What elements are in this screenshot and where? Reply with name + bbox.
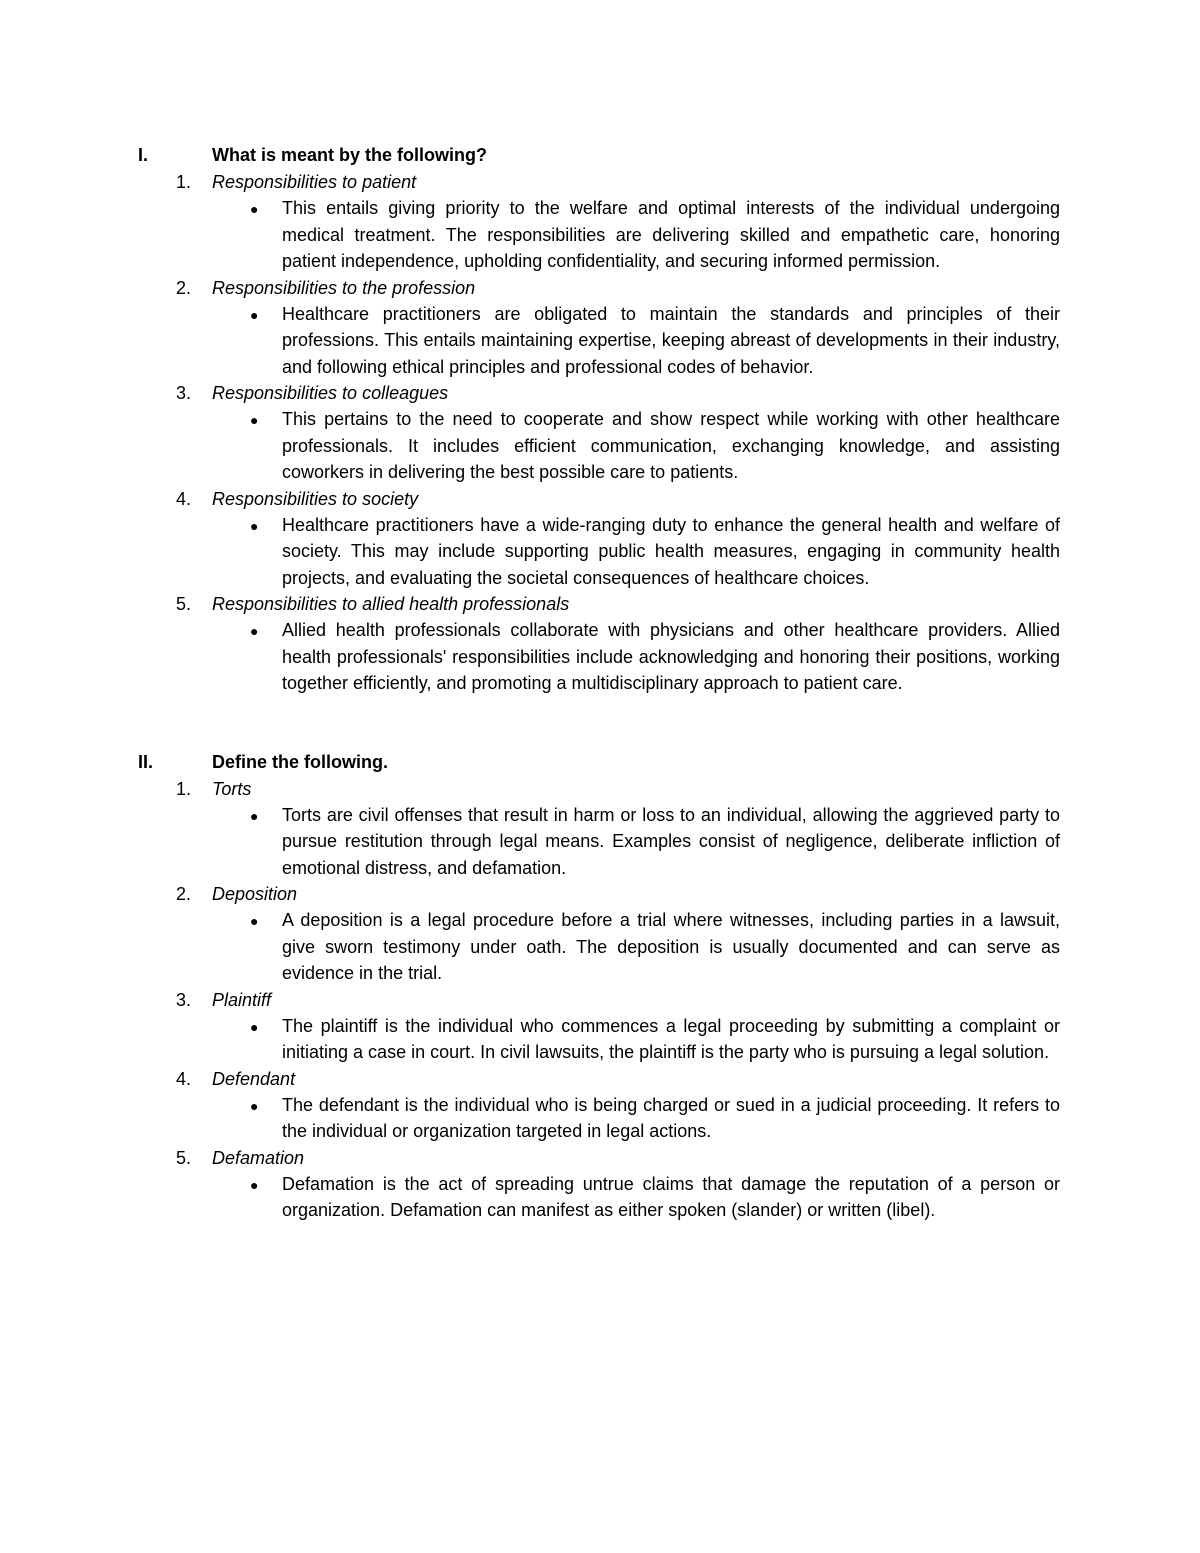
- item-definition: Healthcare practitioners are obligated to maintain the standards and principles of their professions. This entails maintaining expertise, keeping abreast of developments in their industry, and following ethical principles and professional codes of behavior.: [282, 303, 1060, 377]
- list-item: [138, 987, 1060, 1066]
- section-title: Define the following.: [212, 751, 388, 772]
- bullet-icon: ●: [250, 1176, 259, 1193]
- list-item: [138, 169, 1060, 275]
- bullet-icon: ●: [250, 412, 259, 428]
- list-item: [138, 881, 1060, 987]
- section-numeral: I.: [138, 145, 149, 165]
- item-term: Plaintiff: [212, 989, 272, 1010]
- item-term: Torts: [212, 778, 252, 799]
- section-numeral: II.: [138, 751, 154, 772]
- list-item: [138, 275, 1060, 381]
- list-item: [138, 486, 1060, 592]
- item-number: 2.: [176, 277, 192, 298]
- item-number: 4.: [176, 488, 192, 509]
- list-item: [138, 1145, 1060, 1224]
- bullet-icon: ●: [250, 913, 259, 929]
- item-term: Defamation: [212, 1147, 305, 1168]
- item-definition: Healthcare practitioners have a wide-ranging duty to enhance the general health and welfare of society. This may include supporting public health measures, engaging in community health projects, and evaluating the societal consequences of healthcare choices.: [282, 514, 1060, 588]
- section-title: What is meant by the following?: [212, 145, 488, 165]
- item-definition: A deposition is a legal procedure before a trial where witnesses, including parties in a lawsuit, give sworn testimony under oath. The deposition is usually documented and can serve as evidence in the trial.: [282, 910, 1060, 983]
- item-term: Responsibilities to patient: [212, 172, 417, 192]
- item-definition: This pertains to the need to cooperate and show respect while working with other healthcare professionals. It includes efficient communication, exchanging knowledge, and assisting coworkers in delivering the best possible care to patients.: [282, 409, 1060, 482]
- item-number: 3.: [176, 383, 192, 403]
- item-definition: The plaintiff is the individual who commences a legal proceeding by submitting a complaint or initiating a case in court. In civil lawsuits, the plaintiff is the party who is pursuing a legal solution.: [282, 1015, 1060, 1062]
- item-term: Responsibilities to colleagues: [212, 383, 449, 403]
- section-1: [138, 142, 1060, 697]
- list-item: [138, 380, 1060, 486]
- item-number: 4.: [176, 1068, 192, 1089]
- list-item: [138, 1066, 1060, 1145]
- bullet-icon: ●: [250, 201, 259, 217]
- section-heading: [138, 749, 1060, 776]
- item-number: 5.: [176, 594, 192, 614]
- item-definition: Allied health professionals collaborate with physicians and other healthcare providers. Allied health professionals' responsibilities include acknowledging and honoring their positions, working together efficiently, and promoting a multidisciplinary approach to patient care.: [282, 620, 1060, 693]
- item-term: Defendant: [212, 1068, 296, 1089]
- bullet-icon: ●: [250, 807, 259, 824]
- document-content: [138, 142, 1060, 1224]
- item-term: Responsibilities to the profession: [212, 277, 476, 298]
- section-2: [138, 749, 1060, 1224]
- bullet-icon: ●: [250, 306, 259, 323]
- list-item: [138, 591, 1060, 697]
- item-number: 5.: [176, 1147, 192, 1168]
- bullet-icon: ●: [250, 1018, 259, 1035]
- item-definition: Torts are civil offenses that result in harm or loss to an individual, allowing the aggrieved party to pursue restitution through legal means. Examples consist of negligence, deliberate infliction of emotional distress, and defamation.: [282, 804, 1060, 878]
- bullet-icon: ●: [250, 517, 259, 534]
- item-number: 1.: [176, 172, 192, 192]
- item-number: 1.: [176, 778, 192, 799]
- bullet-icon: ●: [250, 623, 259, 639]
- item-number: 2.: [176, 884, 192, 904]
- bullet-icon: ●: [250, 1097, 259, 1114]
- section-heading: [138, 142, 1060, 169]
- item-term: Responsibilities to allied health professionals: [212, 594, 570, 614]
- item-definition: This entails giving priority to the welfare and optimal interests of the individual undergoing medical treatment. The responsibilities are delivering skilled and empathetic care, honoring patient independence, upholding confidentiality, and securing informed permission.: [282, 198, 1060, 271]
- item-term: Responsibilities to society: [212, 488, 419, 509]
- item-term: Deposition: [212, 884, 298, 904]
- item-number: 3.: [176, 989, 192, 1010]
- item-definition: The defendant is the individual who is being charged or sued in a judicial proceeding. It refers to the individual or organization targeted in legal actions.: [282, 1094, 1060, 1141]
- item-definition: Defamation is the act of spreading untrue claims that damage the reputation of a person or organization. Defamation can manifest as either spoken (slander) or written (libel).: [282, 1173, 1060, 1220]
- list-item: [138, 776, 1060, 882]
